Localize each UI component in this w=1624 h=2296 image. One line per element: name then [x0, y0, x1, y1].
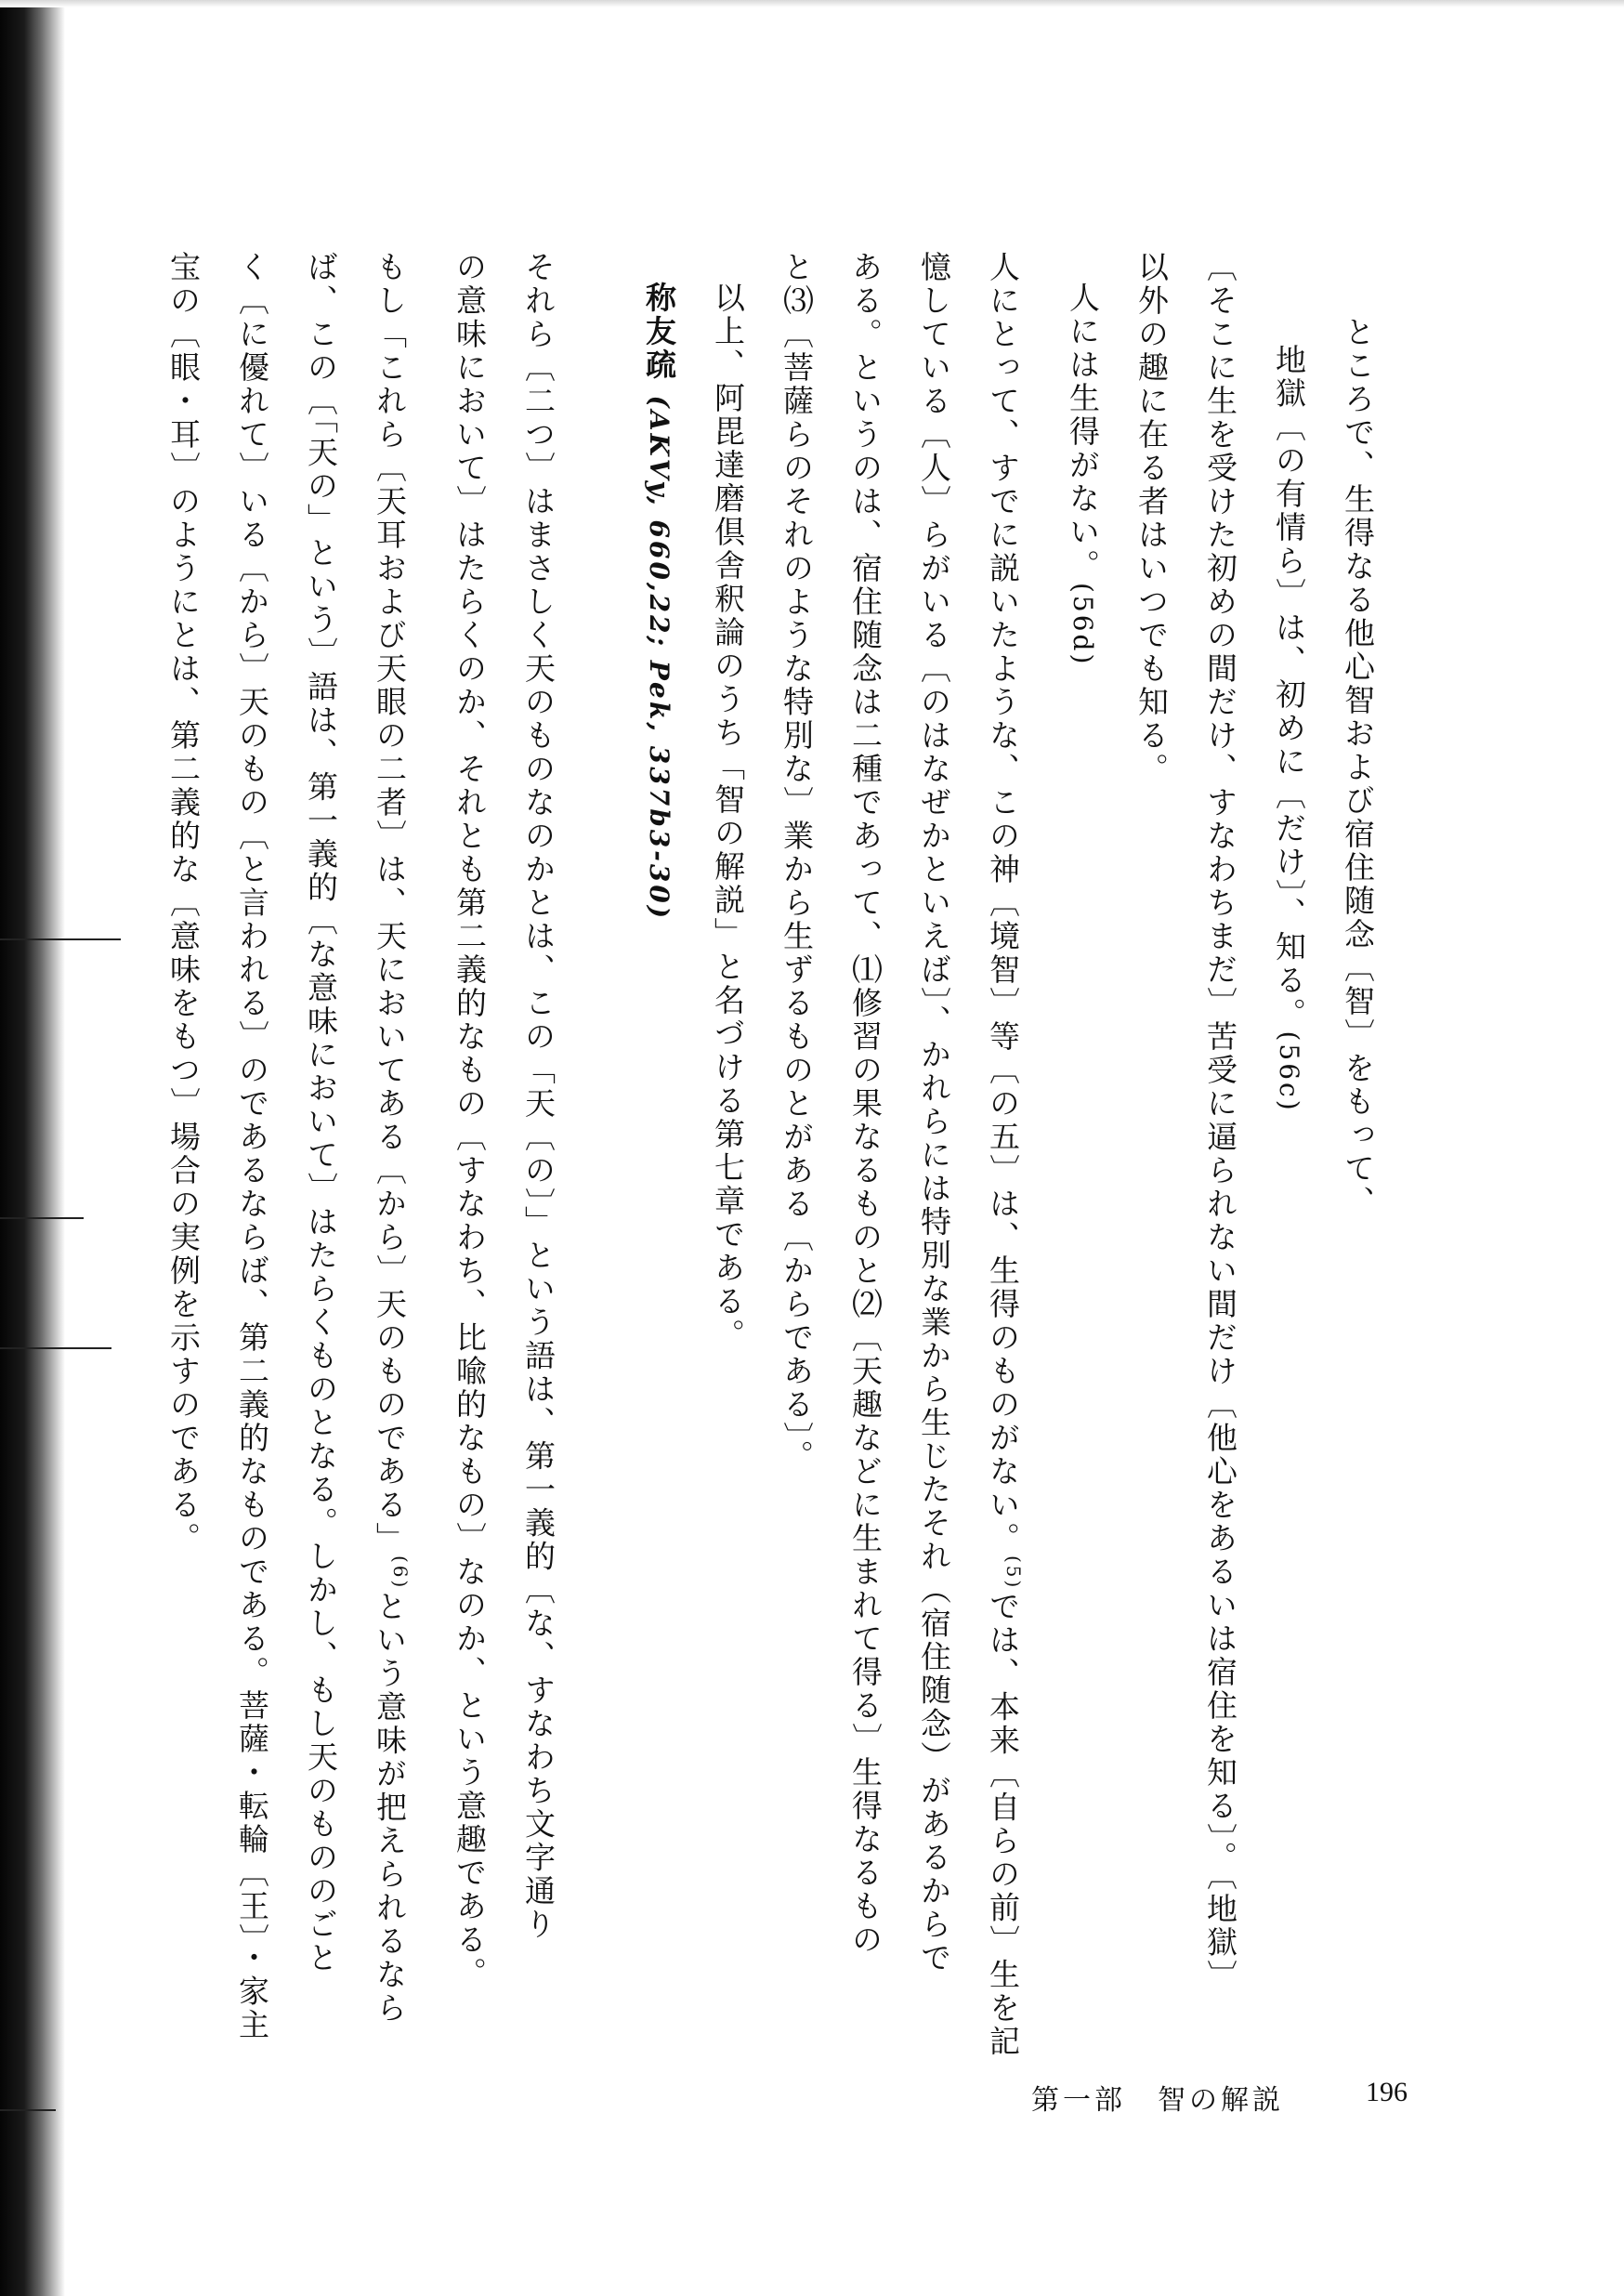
body-line: ところで、生得なる他心智および宿住随念〔智〕をもって、: [1340, 316, 1376, 1219]
body-line: 以外の趣に在る者はいつでも知る。: [1133, 251, 1170, 786]
body-text: では、本来〔自らの前〕生を記: [985, 1590, 1021, 2059]
vertical-text-body: [149, 251, 1392, 2109]
commentary-title: 称友疏: [641, 282, 677, 382]
commentary-heading: [624, 251, 693, 2109]
footnote-marker: (6): [389, 1555, 412, 1591]
verse-text: 地獄〔の有情ら〕は、初めに〔だけ〕、知る。: [1271, 344, 1307, 1031]
commentary-line: 宝の〔眼・耳〕のようにとは、第二義的な〔意味をもつ〕場合の実例を示すのである。: [165, 251, 202, 1555]
chapter-end-line: 以上、阿毘達磨倶舎釈論のうち「智の解説」と名づける第七章である。: [710, 282, 746, 1352]
body-line: [968, 251, 1048, 2109]
scan-left-edge: [0, 0, 65, 2296]
footnote-marker: (5): [1002, 1555, 1025, 1591]
commentary-line: それら〔二つ〕はまさしく天のものなのかとは、この「天〔の〕」という語は、第一義的〔な、すなわち文字通り: [520, 251, 557, 1942]
commentary-text: もし「これら〔天耳および天眼の二者〕は、天においてある〔から〕天のものである」: [372, 251, 408, 1555]
verse-line: [1048, 251, 1117, 2109]
body-text: 人にとって、すでに説いたような、この神〔境智〕等〔の五〕は、生得のものがない。: [985, 251, 1021, 1555]
body-line: と⑶〔菩薩らのそれのような特別な〕業から生ずるものとがある〔からである〕。: [779, 251, 815, 1474]
verse-reference: (56d): [1067, 583, 1098, 667]
body-line: 〔そこに生を受けた初めの間だけ、すなわちまだ〕苦受に逼られない間だけ〔他心をあるいは宿住を知る〕。〔地獄〕: [1202, 251, 1238, 1993]
body-line: 憶している〔人〕らがいる〔のはなぜかといえば〕、かれらには特別な業から生じたそれ（宿住随念）があるからで: [916, 251, 952, 1975]
commentary-reference: (AKVy, 660,22; Pek, 337b3-30): [644, 395, 674, 922]
scan-top-edge: [0, 0, 1624, 7]
margin-mark: [0, 938, 121, 940]
commentary-line: く〔に優れて〕いる〔から〕天のもの〔と言われる〕のであるならば、第二義的なものである。菩薩・転輪〔王〕・家主: [234, 251, 270, 2042]
margin-mark: [0, 1347, 111, 1349]
margin-mark: [0, 1217, 84, 1219]
verse-line: [1254, 251, 1323, 2109]
verse-reference: (56c): [1274, 1030, 1304, 1113]
margin-mark: [0, 2109, 56, 2111]
commentary-line: の意味において〕はたらくのか、それとも第二義的なもの〔すなわち、比喩的なもの〕なのか、という意趣である。: [452, 251, 488, 1990]
commentary-text: という意味が把えられるなら: [372, 1590, 408, 2026]
page-number: 196: [1366, 2077, 1408, 2107]
body-line: ある。というのは、宿住随念は二種であって、⑴修習の果なるものと⑵〔天趣などに生まれて得る〕生得なるもの: [847, 251, 884, 1957]
verse-text: 人には生得がない。: [1065, 282, 1101, 583]
commentary-line: ば、この〔「天の」という〕語は、第一義的〔な意味において〕はたらくものとなる。しかし、もし天のもののごと: [303, 251, 339, 1975]
section-title: 第一部 智の解説: [1031, 2084, 1284, 2117]
commentary-line: [355, 251, 435, 2109]
